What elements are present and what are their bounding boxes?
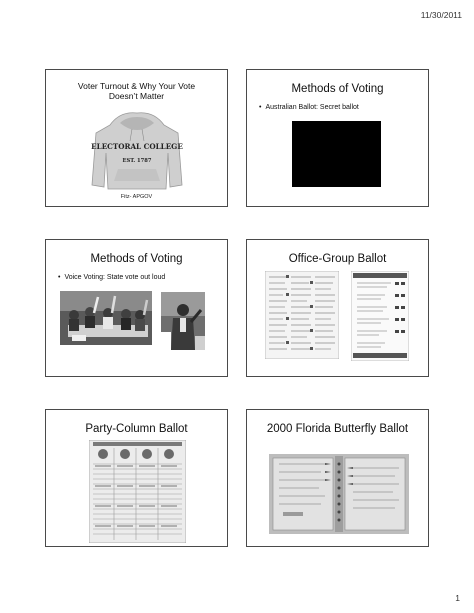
photo-man-speaking (161, 292, 205, 350)
slide-caption: Fitz- APGOV (120, 194, 153, 200)
office-group-ballot-scan-right (351, 271, 409, 361)
photo-meeting-hands-raised (60, 291, 152, 345)
slide-title: Office-Group Ballot (288, 253, 387, 265)
svg-text:EST. 1787: EST. 1787 (122, 158, 152, 164)
slide-methods-of-voting-1 (246, 69, 429, 207)
slide-title: Methods of Voting (291, 83, 384, 95)
bullet-item: • Australian Ballot: Secret ballot (259, 104, 359, 111)
slide-title-line2: Doesn’t Matter (108, 91, 165, 101)
slide-title: 2000 Florida Butterfly Ballot (266, 423, 409, 435)
slide-methods-of-voting-2 (45, 239, 228, 377)
slide-voter-turnout (45, 69, 228, 207)
video-frame (292, 121, 381, 187)
slide-florida-butterfly-ballot (246, 409, 429, 547)
party-column-ballot-scan (89, 440, 186, 543)
slide-party-column-ballot (45, 409, 228, 547)
svg-text:ELECTORAL COLLEGE: ELECTORAL COLLEGE (91, 142, 183, 151)
slide-office-group-ballot (246, 239, 429, 377)
office-group-ballot-scan-left (265, 271, 339, 359)
slide-title-line1: Voter Turnout & Why Your Vote (77, 81, 196, 91)
butterfly-ballot-photo (269, 454, 409, 534)
slide-title: Methods of Voting (90, 253, 183, 265)
slide-title: Party-Column Ballot (85, 423, 188, 435)
bullet-item: • Voice Voting: State vote out loud (58, 274, 165, 281)
page-date: 11/30/2011 (420, 10, 462, 20)
page-number: 1 (455, 593, 460, 603)
hoodie-photo (90, 107, 184, 191)
